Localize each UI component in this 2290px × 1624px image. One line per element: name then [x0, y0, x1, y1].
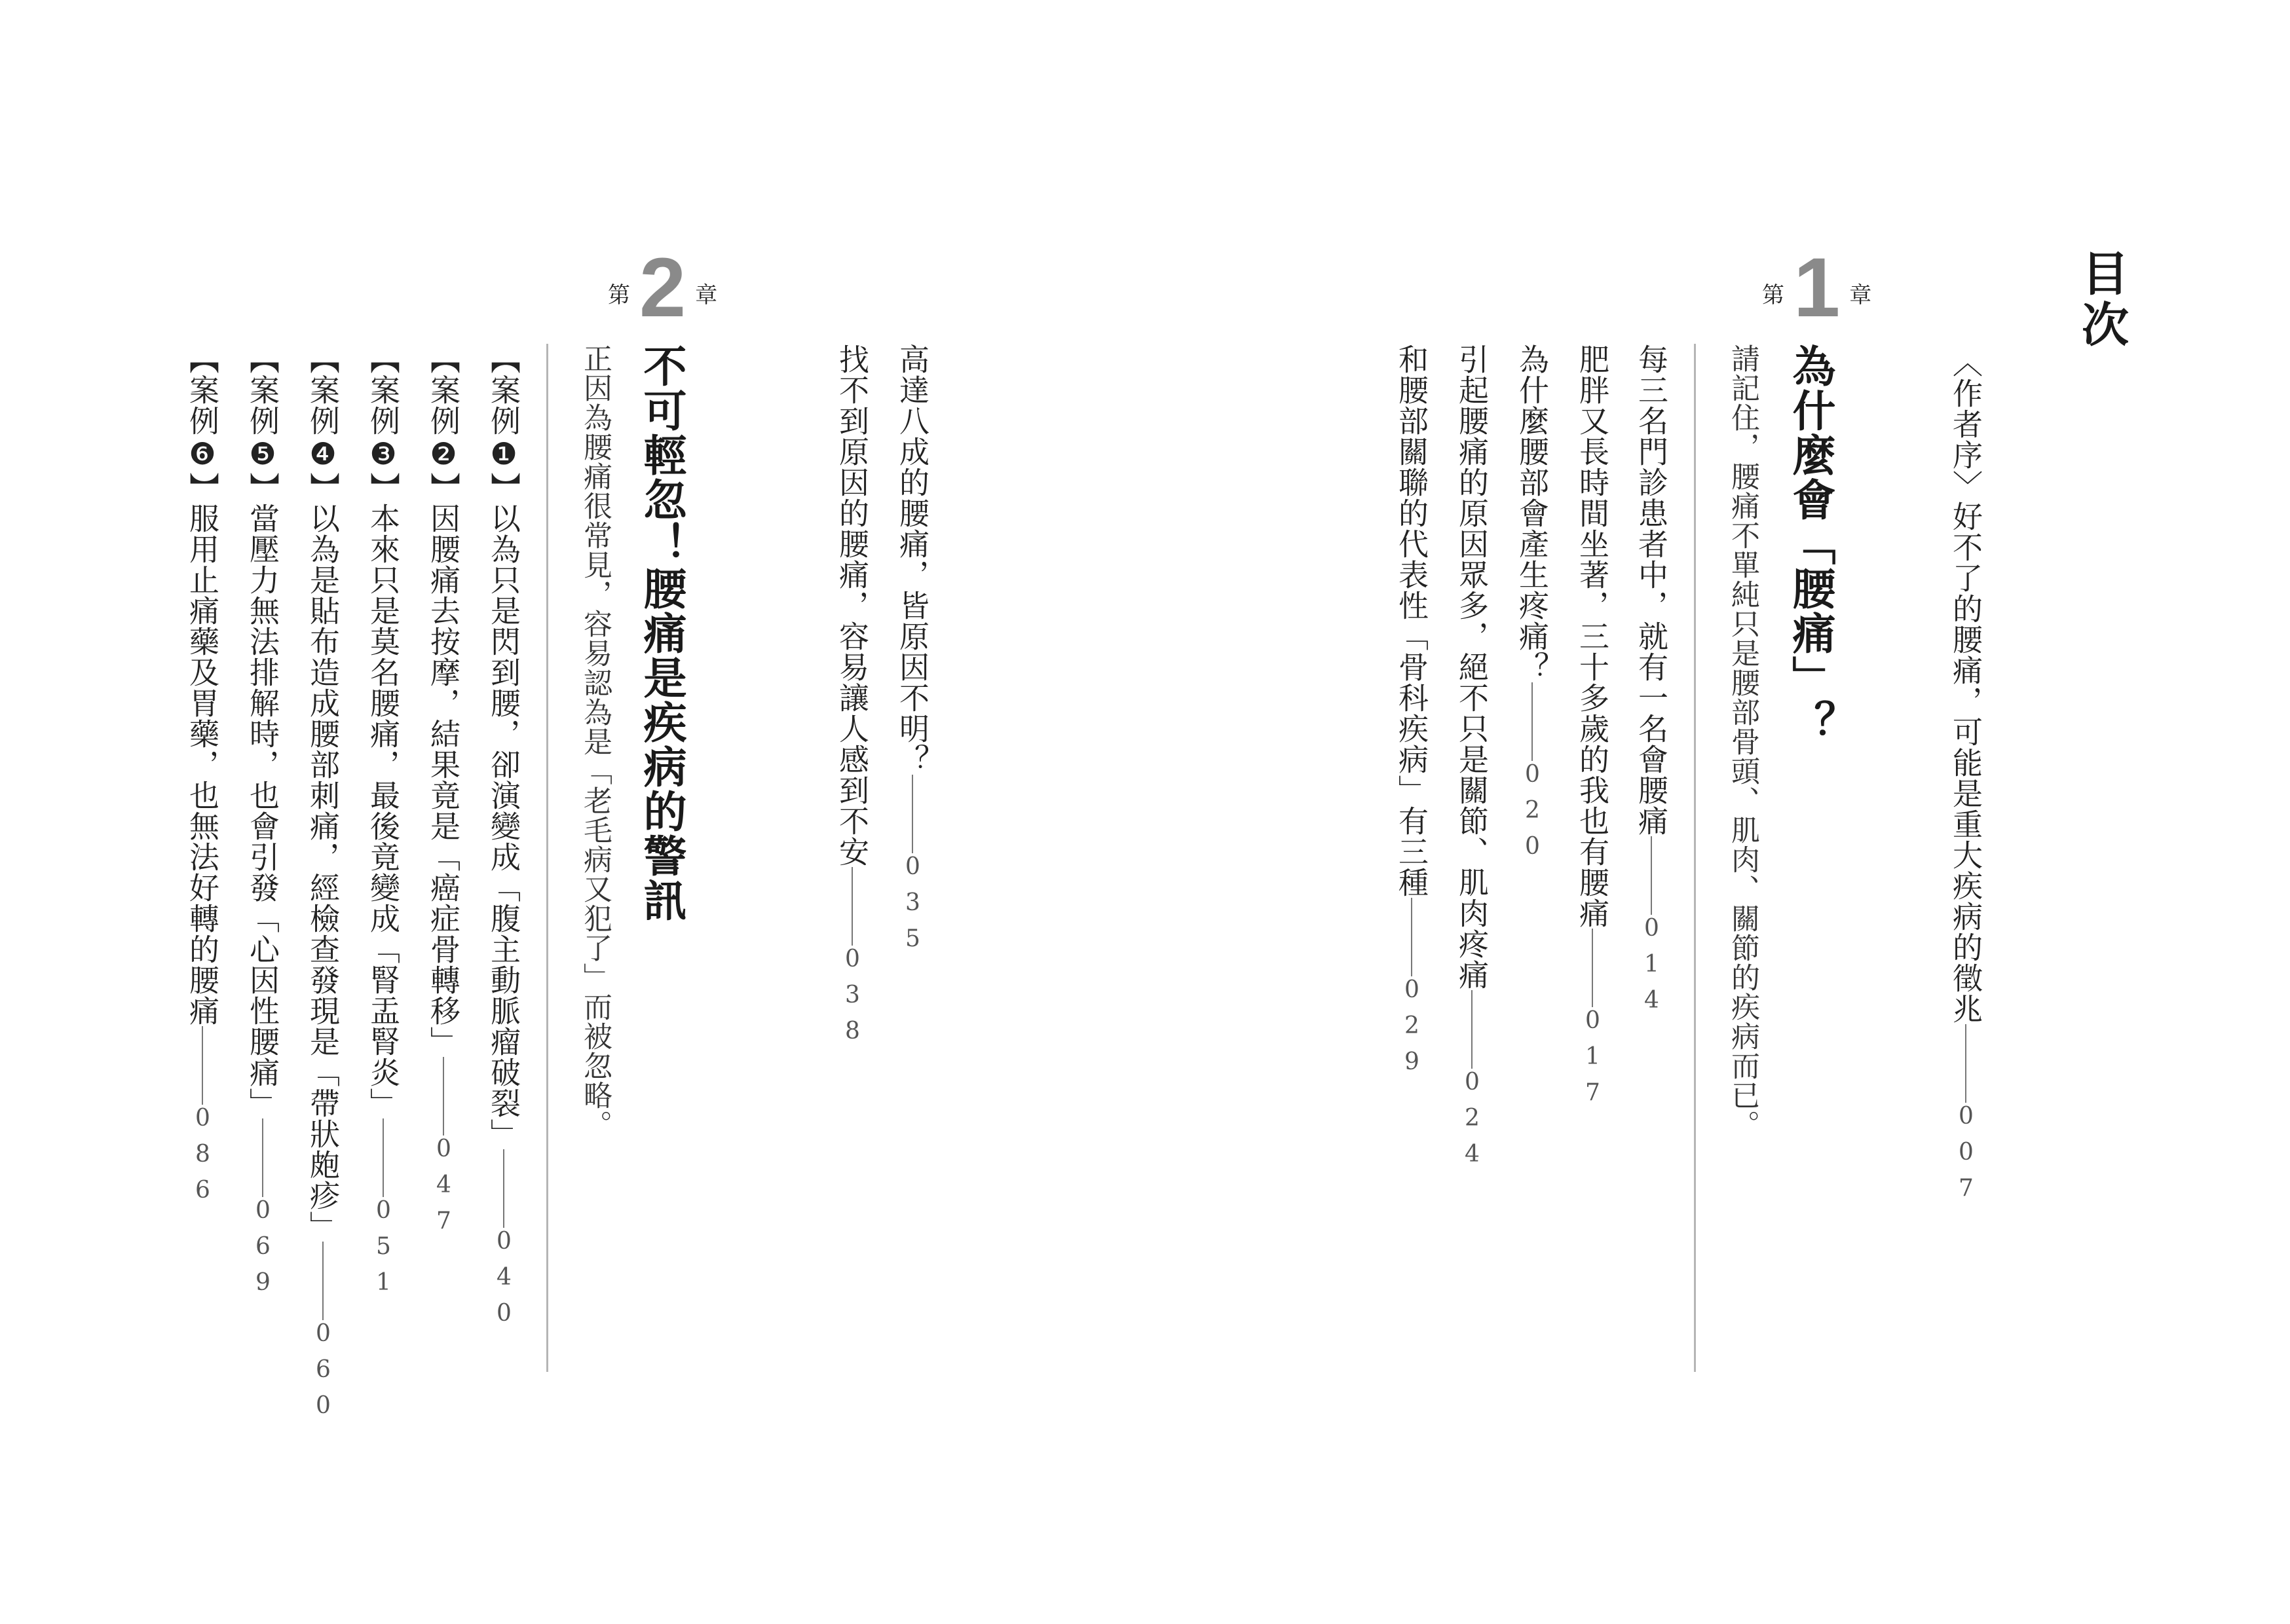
chapter-1-title[interactable]: 為什麼會「腰痛」？ — [1785, 344, 1835, 745]
toc-entry[interactable] — [1390, 344, 1433, 1084]
leader-line — [519, 1149, 521, 1228]
toc-entry[interactable] — [422, 344, 465, 1244]
page-number: 047 — [430, 1135, 457, 1244]
chapter-2-label — [608, 241, 718, 335]
chapter-1-label — [1762, 241, 1872, 335]
entry-text: 【案例❺】當壓力無法排解時，也會引發「心因性腰痛」 — [245, 344, 280, 1118]
leader-line — [1547, 682, 1550, 761]
leader-line — [1666, 836, 1669, 915]
entry-text: 為什麼腰部會產生疼痛？ — [1514, 344, 1550, 682]
leader-line — [1607, 929, 1610, 1007]
entry-text: 找不到原因的腰痛，容易讓人感到不安 — [835, 344, 870, 867]
chapter-suffix: 章 — [1849, 282, 1872, 308]
chapter-2-rule — [546, 344, 548, 1372]
entry-text: 引起腰痛的原因眾多，絕不只是關節、肌肉疼痛 — [1454, 344, 1490, 990]
page-number: 086 — [189, 1105, 216, 1213]
leader-line — [217, 1026, 220, 1105]
toc-entry[interactable] — [301, 344, 345, 1428]
page-number: 040 — [491, 1228, 517, 1336]
toc-entry[interactable] — [1511, 344, 1554, 869]
page-number: 029 — [1398, 976, 1425, 1084]
entry-text: 高達八成的腰痛，皆原因不明？ — [895, 344, 930, 775]
leader-line — [459, 1057, 461, 1135]
page-number: 017 — [1579, 1007, 1606, 1115]
toc-entry[interactable] — [181, 344, 224, 1213]
entry-text: 每三名門診患者中，就有一名會腰痛 — [1634, 344, 1669, 836]
toc-entry[interactable] — [891, 344, 934, 961]
preface-text: 〈作者序〉好不了的腰痛，可能是重大疾病的徵兆 — [1948, 347, 1983, 1024]
chapter-number: 1 — [1793, 241, 1841, 335]
leader-line — [1427, 898, 1429, 976]
chapter-2-description: 正因為腰痛很常見，容易認為是「老毛病又犯了」而被忽略。 — [578, 344, 612, 1139]
page-number: 007 — [1953, 1103, 1980, 1211]
page-number: 014 — [1638, 915, 1665, 1023]
chapter-suffix: 章 — [695, 282, 718, 308]
entry-text: 【案例❷】因腰痛去按摩，結果竟是「癌症骨轉移」 — [426, 344, 461, 1057]
chapter-prefix: 第 — [608, 282, 630, 308]
entry-text: 【案例❻】服用止痛藥及胃藥，也無法好轉的腰痛 — [185, 344, 220, 1026]
page-number: 024 — [1459, 1069, 1486, 1177]
entry-text: 肥胖又長時間坐著，三十多歲的我也有腰痛 — [1575, 344, 1610, 929]
toc-entry[interactable] — [241, 344, 284, 1305]
chapter-number: 2 — [639, 241, 686, 335]
chapter-1-description: 請記住，腰痛不單純只是腰部骨頭、肌肉、關節的疾病而已。 — [1726, 344, 1759, 1139]
leader-line — [1981, 1024, 1983, 1103]
chapter-prefix: 第 — [1762, 282, 1784, 308]
page-number: 038 — [839, 946, 866, 1054]
entry-text: 【案例❹】以為是貼布造成腰部刺痛，經檢查發現是「帶狀皰疹」 — [305, 344, 341, 1242]
leader-line — [398, 1118, 401, 1197]
toc-entry[interactable] — [831, 344, 874, 1054]
page-number: 020 — [1519, 761, 1546, 869]
toc-entry[interactable] — [1630, 344, 1673, 1023]
chapter-1-rule — [1694, 344, 1696, 1372]
toc-entry[interactable] — [1450, 344, 1493, 1177]
page-number: 051 — [370, 1197, 397, 1305]
entry-text: 和腰部關聯的代表性「骨科疾病」有三種 — [1394, 344, 1429, 898]
leader-line — [928, 775, 930, 853]
leader-line — [278, 1118, 280, 1197]
toc-entry[interactable] — [482, 344, 525, 1336]
entry-text: 【案例❸】本來只是莫名腰痛，最後竟變成「腎盂腎炎」 — [366, 344, 401, 1118]
entry-text: 【案例❶】以為只是閃到腰，卻演變成「腹主動脈瘤破裂」 — [486, 344, 521, 1149]
page-number: 060 — [310, 1320, 337, 1428]
leader-line — [338, 1242, 341, 1320]
chapter-2-title[interactable]: 不可輕忽！腰痛是疾病的警訊 — [636, 344, 686, 923]
toc-entry[interactable] — [1571, 344, 1614, 1115]
page-number: 035 — [899, 853, 926, 961]
leader-line — [1487, 990, 1490, 1069]
preface-entry[interactable] — [1944, 347, 1987, 1211]
toc-entry[interactable] — [362, 344, 405, 1305]
leader-line — [867, 867, 870, 946]
page-number: 069 — [250, 1197, 276, 1305]
toc-title: 目次 — [2074, 249, 2129, 351]
